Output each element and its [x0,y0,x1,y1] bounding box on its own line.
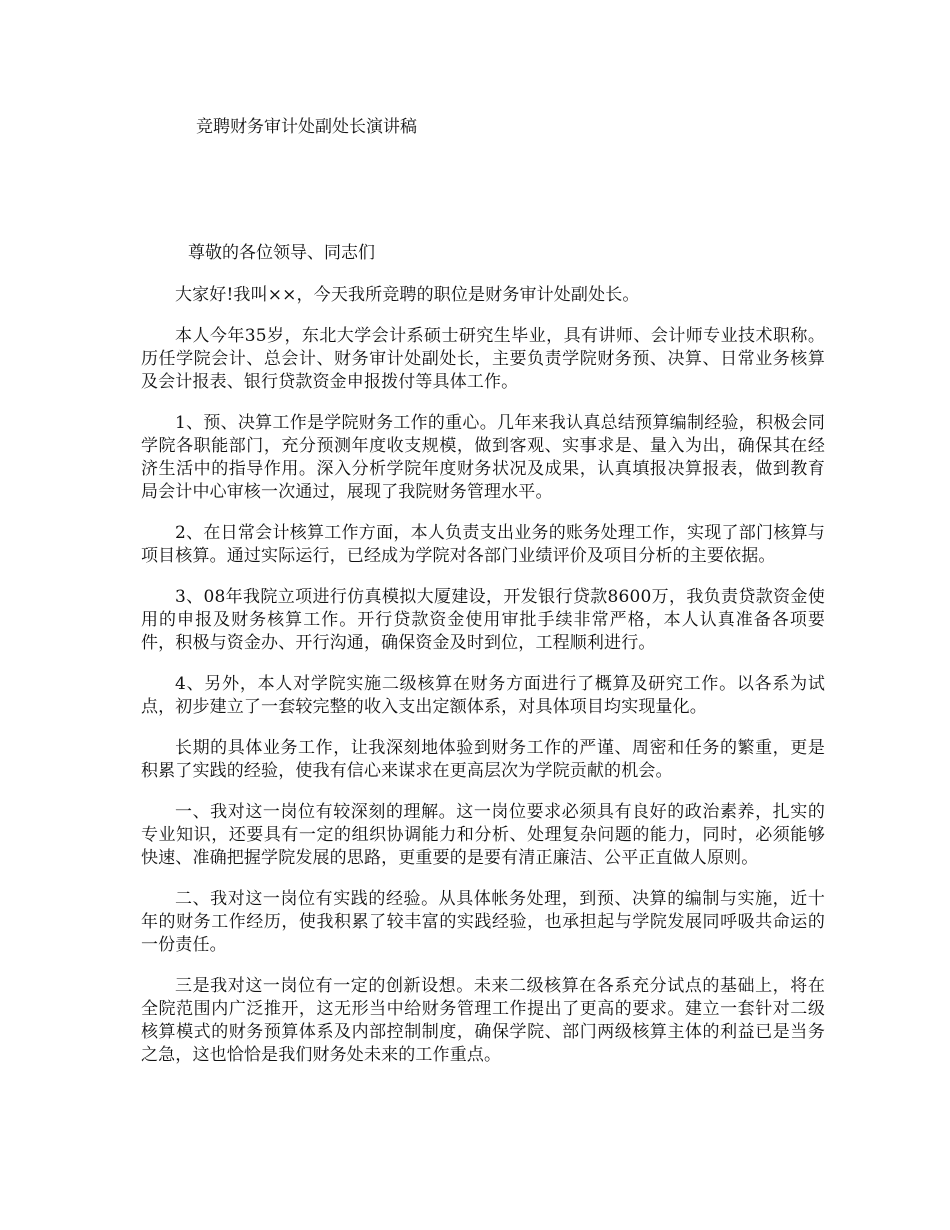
paragraph-greeting: 大家好!我叫××，今天我所竞聘的职位是财务审计处副处长。 [175,285,640,305]
paragraph-self-introduction: 本人今年35岁，东北大学会计系硕士研究生毕业，具有讲师、会计师专业技术职称。历任学院会计、总会计、财务审计处副处长，主要负责学院财务预、决算、日常业务核算及会计报表、银行贷款资金申报拨付等具体工作。 [141,326,825,392]
paragraph-experience-summary: 长期的具体业务工作，让我深刻地体验到财务工作的严谨、周密和任务的繁重，更是积累了实践的经验，使我有信心来谋求在更高层次为学院贡献的机会。 [141,738,825,781]
paragraph-practice: 二、我对这一岗位有实践的经验。从具体帐务处理，到预、决算的编制与实施，近十年的财务工作经历，使我积累了较丰富的实践经验，也承担起与学院发展同呼吸共命运的一份责任。 [141,889,825,955]
paragraph-daily-accounting: 2、在日常会计核算工作方面，本人负责支出业务的账务处理工作，实现了部门核算与项目核算。通过实际运行，已经成为学院对各部门业绩评价及项目分析的主要依据。 [141,523,825,566]
document-body [141,284,825,1085]
paragraph-innovation: 三是我对这一岗位有一定的创新设想。未来二级核算在各系充分试点的基础上，将在全院范围内广泛推开，这无形当中给财务管理工作提出了更高的要求。建立一套针对二级核算模式的财务预算体系及内部控制制度，确保学院、部门两级核算主体的利益已是当务之急，这也恰恰是我们财务处未来的工作重点。 [141,976,825,1065]
document-title: 竞聘财务审计处副处长演讲稿 [196,117,417,137]
salutation: 尊敬的各位领导、同志们 [188,243,375,263]
paragraph-understanding: 一、我对这一岗位有较深刻的理解。这一岗位要求必须具有良好的政治素养，扎实的专业知识，还要具有一定的组织协调能力和分析、处理复杂问题的能力，同时，必须能够快速、准确把握学院发展的思路，更重要的是要有清正廉洁、公平正直做人原则。 [141,802,825,868]
paragraph-budget-work: 1、预、决算工作是学院财务工作的重心。几年来我认真总结预算编制经验，积极会同学院各职能部门，充分预测年度收支规模，做到客观、实事求是、量入为出，确保其在经济生活中的指导作用。深入分析学院年度财务状况及成果，认真填报决算报表，做到教育局会计中心审核一次通过，展现了我院财务管理水平。 [141,413,825,502]
paragraph-secondary-accounting: 4、另外，本人对学院实施二级核算在财务方面进行了概算及研究工作。以各系为试点，初步建立了一套较完整的收入支出定额体系，对具体项目均实现量化。 [141,674,825,717]
paragraph-bank-loan: 3、08年我院立项进行仿真模拟大厦建设，开发银行贷款8600万，我负责贷款资金使用的申报及财务核算工作。开行贷款资金使用审批手续非常严格，本人认真准备各项要件，积极与资金办、开行沟通，确保资金及时到位，工程顺利进行。 [141,587,825,653]
